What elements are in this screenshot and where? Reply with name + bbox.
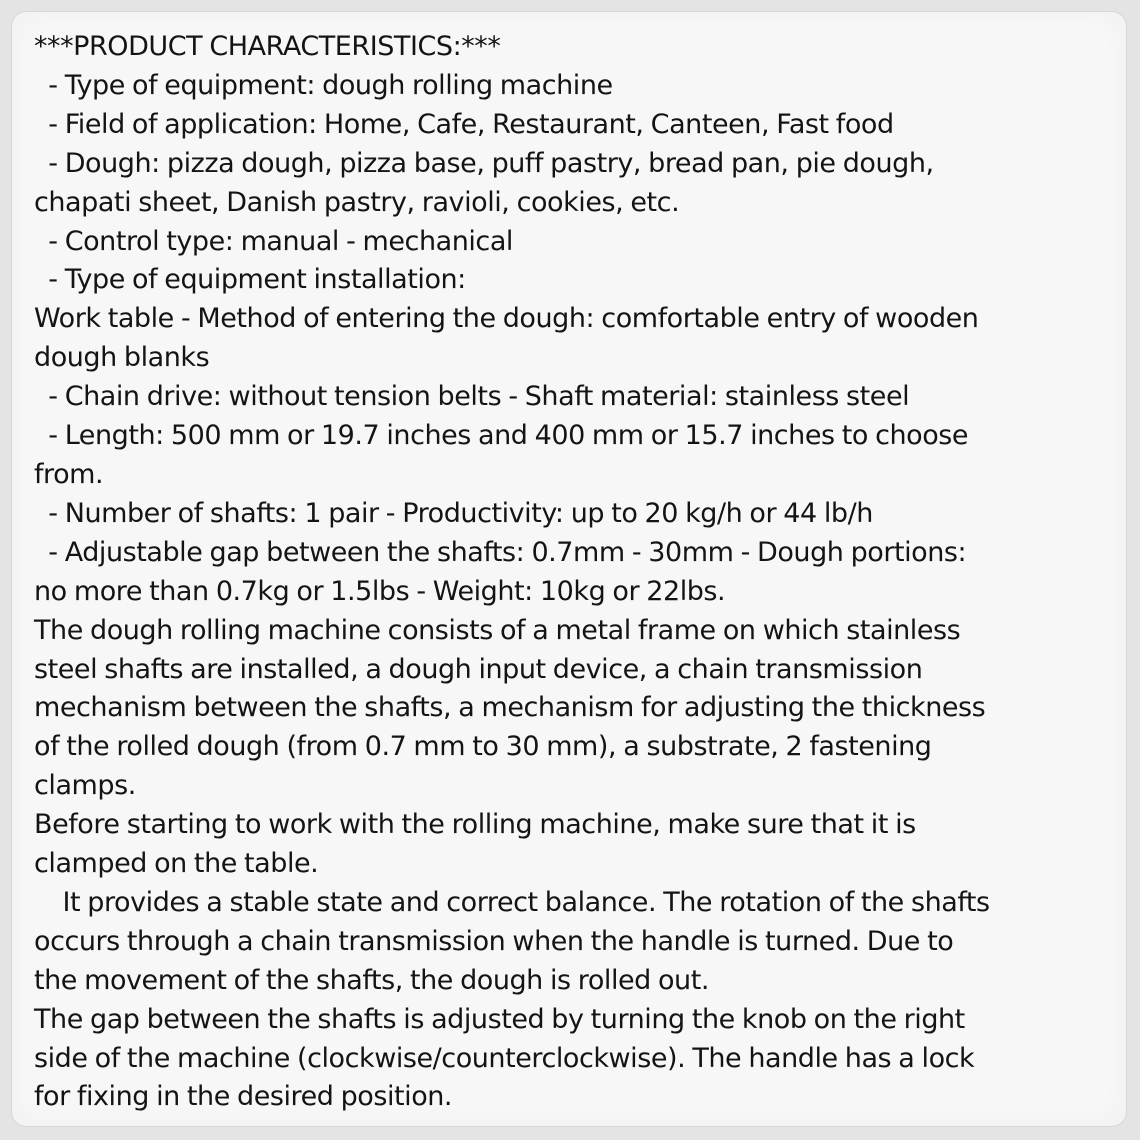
- text-line: Work table - Method of entering the dough: comfortable entry of wooden: [34, 303, 979, 335]
- text-line: clamps.: [34, 770, 136, 802]
- product-description-text: [34, 28, 1110, 1117]
- text-line: - Chain drive: without tension belts - Shaft material: stainless steel: [34, 381, 910, 413]
- text-line: - Dough: pizza dough, pizza base, puff pastry, bread pan, pie dough,: [34, 147, 934, 179]
- text-line: The dough rolling machine consists of a metal frame on which stainless: [34, 614, 961, 646]
- text-line: steel shafts are installed, a dough input device, a chain transmission: [34, 653, 923, 685]
- text-line: chapati sheet, Danish pastry, ravioli, cookies, etc.: [34, 186, 680, 218]
- text-line: occurs through a chain transmission when the handle is turned. Due to: [34, 925, 954, 957]
- text-line: dough blanks: [34, 342, 210, 374]
- text-line: - Field of application: Home, Cafe, Restaurant, Canteen, Fast food: [34, 108, 894, 140]
- text-line: - Length: 500 mm or 19.7 inches and 400 mm or 15.7 inches to choose: [34, 420, 969, 452]
- text-line: - Adjustable gap between the shafts: 0.7mm - 30mm - Dough portions:: [34, 536, 967, 568]
- text-line: - Number of shafts: 1 pair - Productivity: up to 20 kg/h or 44 lb/h: [34, 497, 873, 529]
- text-line: no more than 0.7kg or 1.5lbs - Weight: 10kg or 22lbs.: [34, 575, 726, 607]
- text-line: The gap between the shafts is adjusted by turning the knob on the right: [34, 1003, 965, 1035]
- text-line: It provides a stable state and correct balance. The rotation of the shafts: [34, 886, 990, 918]
- text-line: side of the machine (clockwise/counterclockwise). The handle has a lock: [34, 1042, 975, 1074]
- text-line: the movement of the shafts, the dough is rolled out.: [34, 964, 709, 996]
- heading-product-characteristics: ***PRODUCT CHARACTERISTICS:***: [34, 31, 501, 62]
- document-card: [12, 12, 1126, 1126]
- text-line: Before starting to work with the rolling machine, make sure that it is: [34, 809, 916, 841]
- text-line: - Type of equipment installation:: [34, 264, 466, 296]
- text-line: of the rolled dough (from 0.7 mm to 30 mm), a substrate, 2 fastening: [34, 731, 932, 763]
- text-line: from.: [34, 458, 104, 490]
- text-line: mechanism between the shafts, a mechanism for adjusting the thickness: [34, 692, 986, 724]
- text-line: - Type of equipment: dough rolling machine: [34, 69, 613, 101]
- text-line: - Control type: manual - mechanical: [34, 225, 513, 257]
- text-line: for fixing in the desired position.: [34, 1081, 453, 1113]
- text-line: clamped on the table.: [34, 848, 319, 880]
